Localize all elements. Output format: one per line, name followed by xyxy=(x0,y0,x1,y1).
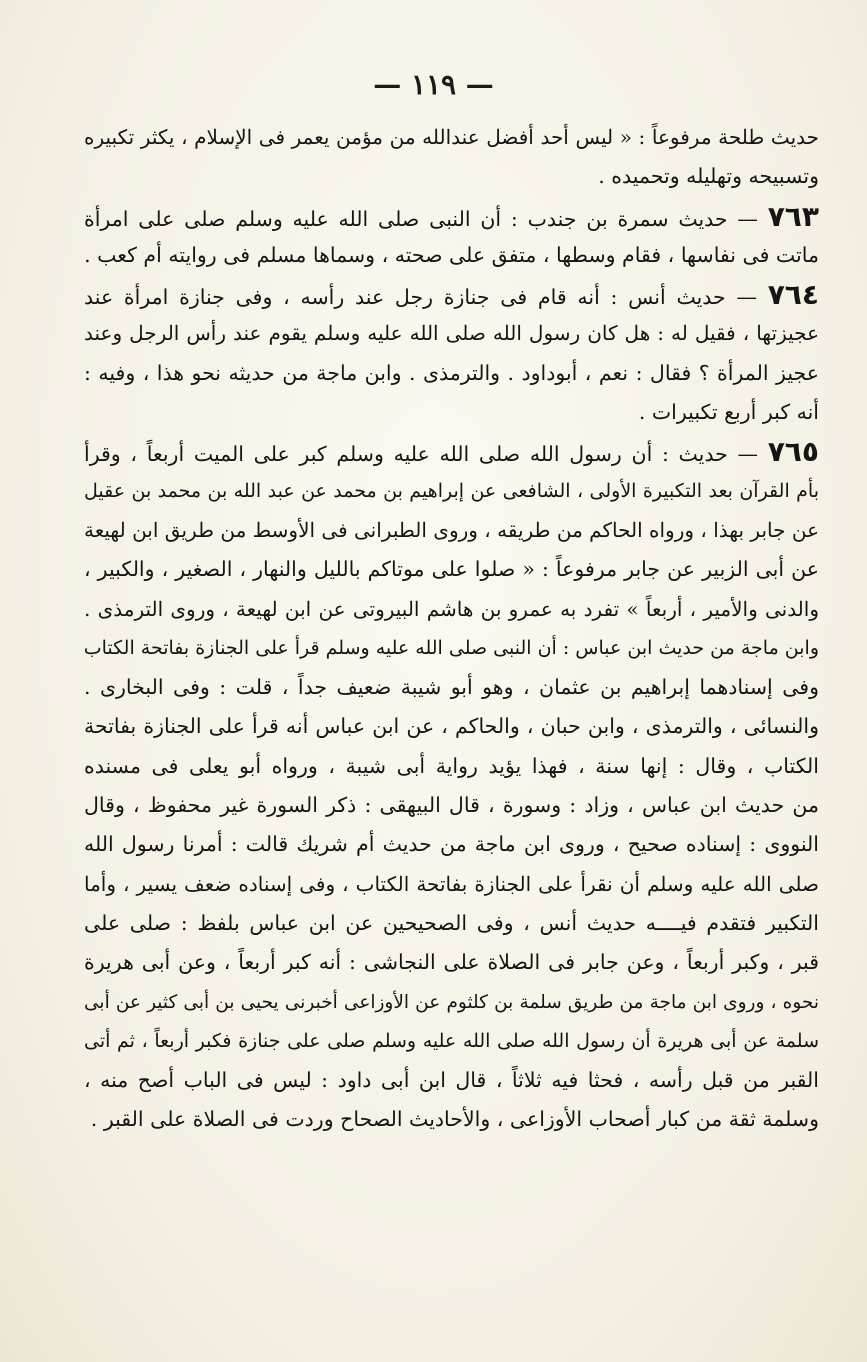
text-line xyxy=(84,275,819,314)
line-text: عجيزتها ، فقيل له : هل كان رسول الله صلى الله عليه وسلم يقوم عند رأس الرجل وعند xyxy=(84,321,819,346)
text-line xyxy=(84,197,819,236)
hadith-number: ٧٦٣ xyxy=(767,199,819,233)
line-text: أنه كبر أربع تكبيرات . xyxy=(638,400,819,425)
line-text: الكتاب ، وقال : إنها سنة ، فهذا يؤيد رواية أبى شيبة ، ورواه أبو يعلى فى مسنده xyxy=(84,753,819,778)
line-text: صلى الله عليه وسلم أن نقرأ على الجنازة بفاتحة الكتاب ، وفى إسناده ضعف يسير ، وأما xyxy=(84,871,819,896)
line-text: — حديث سمرة بن جندب : أن النبى صلى الله عليه وسلم صلى على امرأة xyxy=(84,206,768,231)
line-text: قبر ، وكبر أربعاً ، وعن جابر فى الصلاة على النجاشى : أنه كبر أربعاً ، وعن أبى هريرة xyxy=(84,950,819,975)
line-text: — حديث أنس : أنه قام فى جنازة رجل عند رأسه ، وفى جنازة امرأة عند xyxy=(84,285,768,310)
line-text: التكبير فتقدم فيــــه حديث أنس ، وفى الصحيحين عن ابن عباس بلفظ : صلى على xyxy=(84,910,819,935)
text-line xyxy=(84,629,819,668)
line-text: النووى : إسناده صحيح ، وروى ابن ماجة من حديث أم شريك قالت : أمرنا رسول الله xyxy=(84,832,819,857)
line-text: عن أبى الزبير عن جابر مرفوعاً : « صلوا على موتاكم بالليل والنهار ، الصغير ، والكبير ، xyxy=(84,557,819,582)
line-text: بأم القرآن بعد التكبيرة الأولى ، الشافعى عن إبراهيم بن محمد عن عبد الله بن محمد بن عقيل xyxy=(84,479,819,502)
text-line xyxy=(84,825,819,864)
line-text: عجيز المرأة ؟ فقال : نعم ، أبوداود . والترمذى . وابن ماجة من حديثه نحو هذا ، وفيه : xyxy=(84,360,819,385)
line-text: حديث طلحة مرفوعاً : « ليس أحد أفضل عندالله من مؤمن يعمر فى الإسلام ، يكثر تكبيره xyxy=(84,125,819,149)
line-text: القبر من قبل رأسه ، فحثا فيه ثلاثاً ، قال ابن أبى داود : ليس فى الباب أصح منه ، xyxy=(84,1068,819,1093)
line-text: من حديث ابن عباس ، وزاد : وسورة ، قال البيهقى : ذكر السورة غير محفوظ ، وقال xyxy=(84,793,819,818)
line-text: وابن ماجة من حديث ابن عباس : أن النبى صلى الله عليه وسلم قرأ على الجنازة بفاتحة الكتاب xyxy=(84,636,819,659)
text-line xyxy=(84,118,819,157)
text-line xyxy=(84,354,819,393)
line-text: وفى إسنادهما إبراهيم بن عثمان ، وهو أبو شيبة ضعيف جداً ، قلت : وفى البخارى . xyxy=(84,675,819,700)
line-text: وتسبيحه وتهليله وتحميده . xyxy=(598,164,819,189)
line-text: سلمة عن أبى هريرة أن رسول الله صلى الله عليه وسلم صلى على جنازة فكبر أربعاً ، ثم أتى xyxy=(84,1029,819,1052)
text-line xyxy=(84,668,819,707)
line-text: — حديث : أن رسول الله صلى الله عليه وسلم كبر على الميت أربعاً ، وقرأ xyxy=(84,442,768,467)
line-text: والدنى والأمير ، أربعاً » تفرد به عمرو بن هاشم البيروتى عن ابن لهيعة ، وروى الترمذى . xyxy=(84,596,819,621)
text-line xyxy=(84,314,819,353)
text-line xyxy=(84,943,819,982)
line-text: وسلمة ثقة من كبار أصحاب الأوزاعى ، والأحاديث الصحاح وردت فى الصلاة على القبر . xyxy=(90,1107,819,1132)
text-line xyxy=(84,747,819,786)
text-line xyxy=(84,786,819,825)
page-number: — ١١٩ — xyxy=(373,68,494,101)
hadith-number: ٧٦٤ xyxy=(767,278,819,312)
text-line xyxy=(84,1100,819,1139)
text-line xyxy=(84,472,819,511)
text-line xyxy=(84,904,819,943)
hadith-number: ٧٦٥ xyxy=(767,435,819,469)
text-line xyxy=(84,1061,819,1100)
text-line xyxy=(84,393,819,432)
text-line xyxy=(84,511,819,550)
text-line xyxy=(84,550,819,589)
line-text: ماتت فى نفاسها ، فقام وسطها ، متفق على صحته ، وسماها مسلم فى روايته أم كعب . xyxy=(84,242,819,267)
body-text xyxy=(84,118,819,1140)
text-line xyxy=(84,983,819,1022)
text-line xyxy=(84,236,819,275)
line-text: عن جابر بهذا ، ورواه الحاكم من طريقه ، وروى الطبرانى فى الأوسط من طريق ابن لهيعة xyxy=(84,517,819,542)
text-line xyxy=(84,865,819,904)
text-line xyxy=(84,157,819,196)
text-line xyxy=(84,590,819,629)
text-line xyxy=(84,707,819,746)
text-line xyxy=(84,1022,819,1061)
line-text: نحوه ، وروى ابن ماجة من طريق سلمة بن كلثوم عن الأوزاعى أخبرنى يحيى بن أبى كثير عن أبى xyxy=(84,991,819,1013)
line-text: والنسائى ، والترمذى ، وابن حبان ، والحاكم ، عن ابن عباس أنه قرأ على الجنازة بفاتحة xyxy=(84,714,819,739)
text-line xyxy=(84,432,819,471)
